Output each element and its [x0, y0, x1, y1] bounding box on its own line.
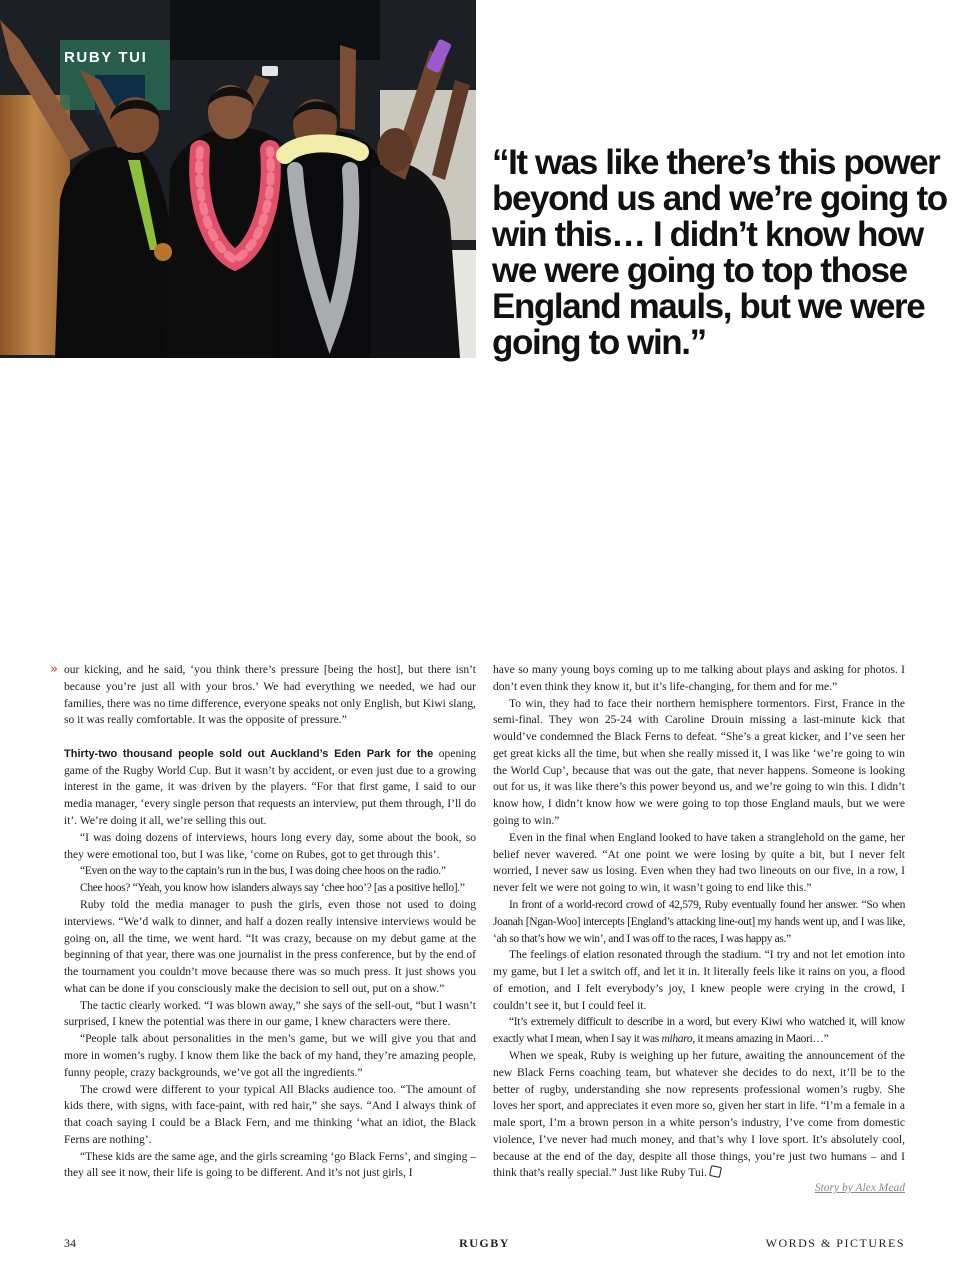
section-name: WORDS & PICTURES [765, 1236, 905, 1250]
paragraph: In front of a world-record crowd of 42,579, Ruby eventually found her answer. “So when Joanah [Ngan-Woo] intercepts [England’s attacking line-out] my hands went up, and I was like, ‘ah so that’s how we win’, and I was off to the races, I was happy as.” [493, 898, 905, 945]
photo-caption-label: RUBY TUI [64, 49, 148, 66]
paragraph: Chee hoos? “Yeah, you know how islanders always say ‘chee hoo’? [as a positive hello].” [80, 882, 465, 895]
paragraph: our kicking, and he said, ‘you think there’s pressure [being the host], but there isn’t because you’re just all with your bros.’ We had everything we needed, we had our families, there was no time difference, everyone speaks not only English, but Kiwi slang, so it was really comfortable. It was the opposite of pressure.” [64, 664, 476, 727]
paragraph: The tactic clearly worked. “I was blown away,” she says of the sell-out, “but I wasn’t surprised, I knew the potential was there in our game, I knew characters were there. [64, 999, 476, 1029]
paragraph: To win, they had to face their northern hemisphere tormentors. First, France in the semi-final. They won 25-24 with Caroline Drouin missing a last-minute kick that would’ve condemned the Black Ferns to defeat. “She’s a great kicker, and I’ve seen her get great kicks all the time, but when she really missed it, I was like ‘we’re going to win the World Cup’, because that was out the gate, that never happens. Someone is looking out for us, it was like there’s this power beyond us, and we’re going to win this. I didn’t know how, I didn’t know how we were going to top those England mauls, but we were going to win.” [493, 697, 905, 828]
paragraph: “It’s extremely difficult to describe in a word, but every Kiwi who watched it, will know exactly what I mean, when I say it was miharo, it means amazing in Maori…” [493, 1016, 905, 1046]
paragraph: have so many young boys coming up to me talking about plays and asking for photos. I don’t even think they know it, but it’s life-changing, for them and for me.” [493, 664, 905, 693]
byline-link[interactable]: Story by Alex Mead [814, 1182, 905, 1194]
paragraph: The crowd were different to your typical All Blacks audience too. “The amount of kids there, with signs, with face-paint, with red hair,” she says. “And I always think of that coach saying I could be a Black Fern, and me thinking ‘what an idiot, the Black Ferns are nothing’. [64, 1083, 476, 1146]
paragraph: The feelings of elation resonated through the stadium. “I try and not let emotion into my game, but I let a switch off, and let it in. It literally feels like it rains on you, a flood of emotion, and I felt everybody’s joy, I knew people were crying in the crowd, I couldn’t see it, but I could feel it. [493, 949, 905, 1012]
paragraph: “These kids are the same age, and the girls screaming ‘go Black Ferns’, and singing – they all see it now, their life is going to be different. And it’s not just girls, I [64, 1150, 477, 1180]
paragraph: “I was doing dozens of interviews, hours long every day, some about the book, so they were emotional too, but I was like, ‘come on Rubes, got to get through this’. [64, 831, 476, 861]
paragraph: Thirty-two thousand people sold out Auckland’s Eden Park for the opening game of the Rugby World Cup. But it wasn’t by accident, or even just due to a growing interest in the game, it was driven by the players. “For that first game, I said to our media manager, ‘every single person that requests an interview, put them through, I’ll do it’. We’re doing it all, we’re selling this out. [64, 747, 476, 828]
paragraph: Ruby told the media manager to push the girls, even those not used to doing interviews. “We’d walk to dinner, and half a dozen really intensive interviews would be going on, all the time, we went hard. “It was crazy, because on my debut game at the beginning of that year, there was one journalist in the press conference, but by the end of the tournament you couldn’t move because there was so much press. It just shows you what can be done if you consciously make the decision to sell out, put on a show.” [64, 898, 476, 995]
hero-photo [0, 0, 476, 358]
paragraph: “People talk about personalities in the men’s game, but we will give you that and more in women’s rugby. I know them like the back of my hand, they’re amazing people, funny people, crazy backgrounds, we’ve got all the ingredients.” [64, 1033, 476, 1079]
article-column-right [493, 662, 905, 1182]
page-number: 34 [64, 1236, 76, 1250]
continuation-chevron-icon: » [50, 662, 58, 677]
paragraph: Even in the final when England looked to have taken a stranglehold on the game, her belief never wavered. “At one point we were losing by quite a bit, but I never felt worried, I never saw us losing. Even when they had two lineouts on our five, in a row, I never felt we were not going to win, it wasn’t going to end like this.” [493, 831, 905, 895]
end-of-article-icon [709, 1165, 722, 1178]
paragraph: “Even on the way to the captain’s run in the bus, I was doing chee hoos on the radio.” [80, 865, 446, 878]
section-lead-in: Thirty-two thousand people sold out Auckland’s Eden Park for the [64, 747, 434, 760]
magazine-name: RUGBY [459, 1236, 510, 1250]
maori-word: miharo [661, 1033, 693, 1046]
paragraph: When we speak, Ruby is weighing up her future, awaiting the announcement of the new Black Ferns coaching team, but whatever she decides to do next, it’ll be to the better of rugby, understanding she now represents professional women’s rugby. She loves her sport, and appreciates it even more so, given her start in life. “I’m a female in a male sport, I’m a brown person in a white person’s industry, I’ve come from domestic violence, I’ve never had much money, and that’s why I love sport. It’s absolutely cool, because at the end of the day, despite all those things, you’re just two humans – and I think that’s really special.” Just like Ruby Tui. [493, 1049, 905, 1180]
article-column-left [64, 662, 476, 1182]
pull-quote: “It was like there’s this power beyond us and we’re going to win this… I didn’t know how we were going to top those England mauls, but we were going to win.” [492, 143, 947, 362]
